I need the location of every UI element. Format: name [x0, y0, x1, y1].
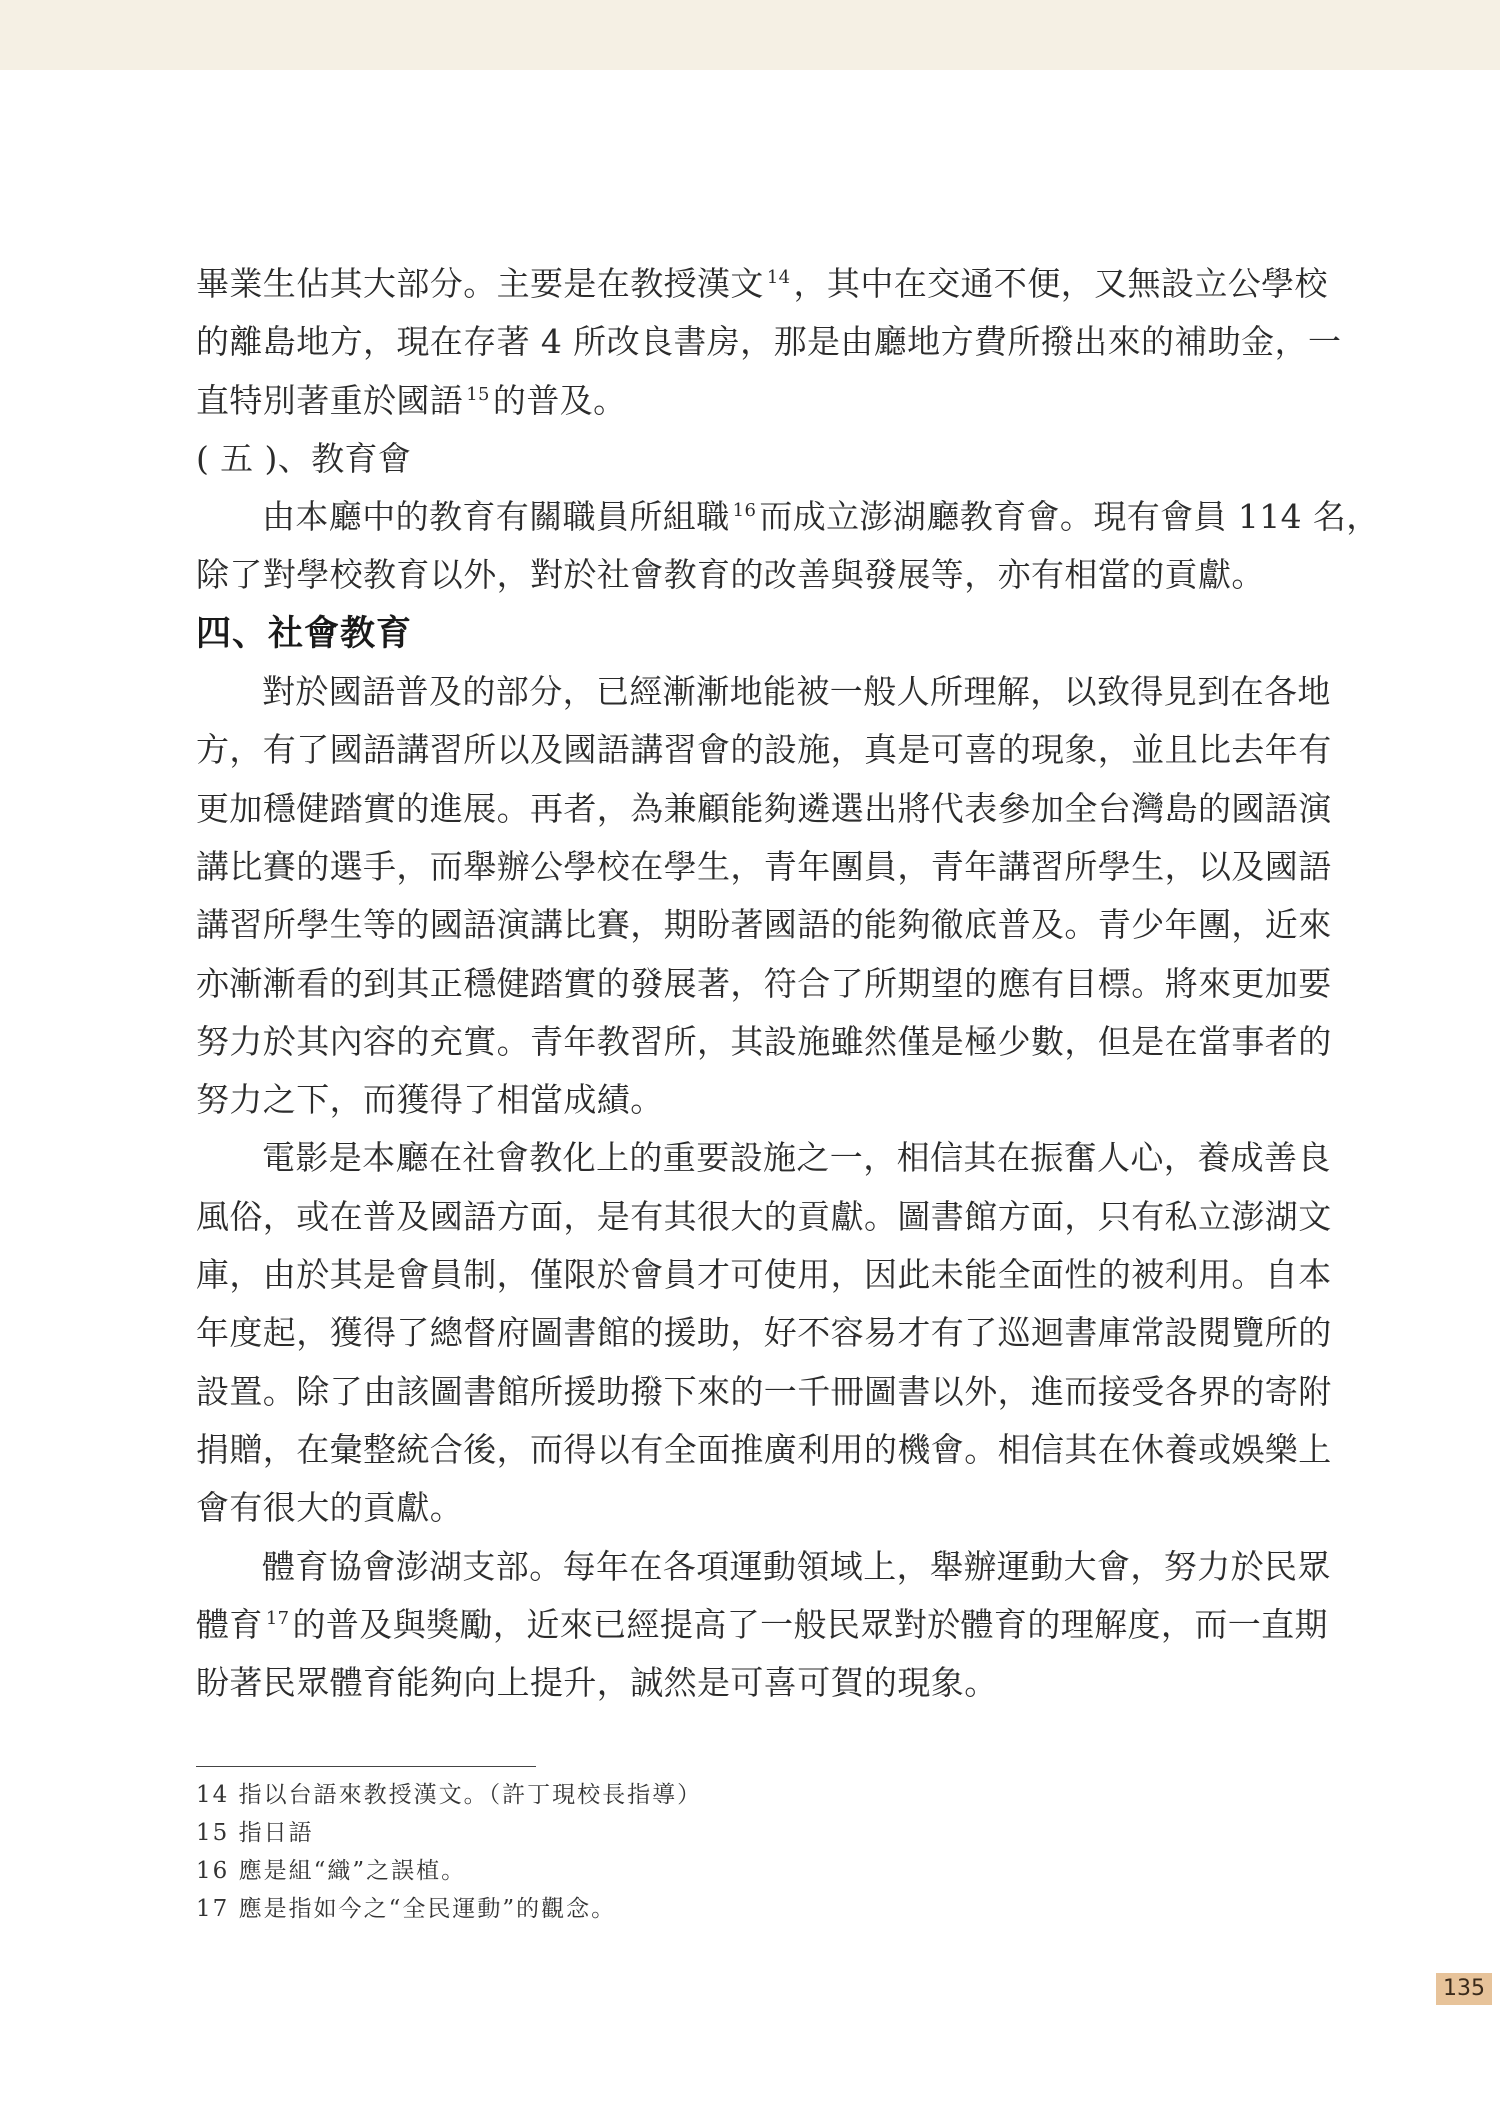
- footnote-15: 15 指日語: [196, 1820, 314, 1846]
- body-line-25: 盼著民眾體育能夠向上提升，誠然是可喜可賀的現象。: [196, 1663, 998, 1703]
- body-line-17: 風俗，或在普及國語方面，是有其很大的貢獻。圖書館方面，只有私立澎湖文: [196, 1196, 1332, 1236]
- text-run: 由本廳中的教育有關職員所組職: [262, 497, 730, 537]
- body-line-13: 亦漸漸看的到其正穩健踏實的發展著，符合了所期望的應有目標。將來更加要: [196, 963, 1332, 1003]
- footnote-14: 14 指以台語來教授漢文。（許丁現校長指導）: [196, 1782, 703, 1808]
- body-line-11: 講比賽的選手，而舉辦公學校在學生，青年團員，青年講習所學生，以及國語: [196, 846, 1332, 886]
- body-line-21: 捐贈，在彙整統合後，而得以有全面推廣利用的機會。相信其在休養或娛樂上: [196, 1429, 1332, 1469]
- body-line-2: 的離島地方，現在存著 4 所改良書房，那是由廳地方費所撥出來的補助金，一: [196, 322, 1342, 362]
- body-line-20: 設置。除了由該圖書館所援助撥下來的一千冊圖書以外，進而接受各界的寄附: [196, 1371, 1332, 1411]
- footnotes: [196, 1776, 1296, 1928]
- body-line-5: [196, 488, 1380, 546]
- top-band: [0, 0, 1500, 70]
- body-line-16: 電影是本廳在社會教化上的重要設施之一，相信其在振奮人心，養成善良: [262, 1138, 1331, 1178]
- footnote-16: 16 應是組“織”之誤植。: [196, 1858, 467, 1884]
- body-line-8: 對於國語普及的部分，已經漸漸地能被一般人所理解，以致得見到在各地: [262, 672, 1331, 712]
- subsection-title: ( 五 )、教育會: [196, 438, 412, 478]
- text-run: ，其中在交通不便，又無設立公學校: [793, 264, 1328, 303]
- section-heading: 四、社會教育: [196, 613, 413, 654]
- body-line-23: 體育協會澎湖支部。每年在各項運動領域上，舉辦運動大會，努力於民眾: [262, 1546, 1331, 1586]
- page-number: 135: [1436, 1973, 1492, 2005]
- body-line-14: 努力於其內容的充實。青年教習所，其設施雖然僅是極少數，但是在當事者的: [196, 1021, 1332, 1061]
- body-line-9: 方，有了國語講習所以及國語講習會的設施，真是可喜的現象，並且比去年有: [196, 730, 1332, 770]
- footnote-ref-14: 14: [766, 267, 791, 288]
- page-body: [196, 255, 1380, 1712]
- body-line-6: 除了對學校教育以外，對於社會教育的改善與發展等，亦有相當的貢獻。: [196, 555, 1265, 595]
- text-run: 畢業生佔其大部分。主要是在教授漢文: [196, 264, 764, 303]
- body-line-3: [196, 372, 1304, 430]
- footnote-ref-15: 15: [466, 383, 490, 405]
- footnote-ref-17: 17: [265, 1607, 290, 1629]
- body-line-19: 年度起，獲得了總督府圖書館的援助，好不容易才有了巡迴書庫常設閱覽所的: [196, 1313, 1332, 1353]
- text-run: 的普及。: [492, 380, 627, 420]
- body-line-22: 會有很大的貢獻。: [196, 1488, 464, 1528]
- text-run: 體育: [196, 1604, 263, 1644]
- text-run: 直特別著重於國語: [196, 380, 464, 420]
- text-run: 的普及與獎勵，近來已經提高了一般民眾對於體育的理解度，而一直期: [292, 1604, 1328, 1644]
- footnote-ref-16: 16: [732, 500, 757, 522]
- footnote-17: 17 應是指如今之“全民運動”的觀念。: [196, 1896, 617, 1922]
- text-run: 而成立澎湖廳教育會。現有會員 114 名，: [759, 497, 1380, 537]
- body-line-12: 講習所學生等的國語演講比賽，期盼著國語的能夠徹底普及。青少年團，近來: [196, 905, 1332, 945]
- body-line-10: 更加穩健踏實的進展。再者，為兼顧能夠遴選出將代表參加全台灣島的國語演: [196, 788, 1332, 828]
- body-line-15: 努力之下，而獲得了相當成績。: [196, 1080, 664, 1120]
- body-line-18: 庫，由於其是會員制，僅限於會員才可使用，因此未能全面性的被利用。自本: [196, 1255, 1332, 1295]
- footnote-divider: [196, 1766, 536, 1767]
- body-line-24: [196, 1596, 1328, 1654]
- body-line-1: [196, 255, 1328, 313]
